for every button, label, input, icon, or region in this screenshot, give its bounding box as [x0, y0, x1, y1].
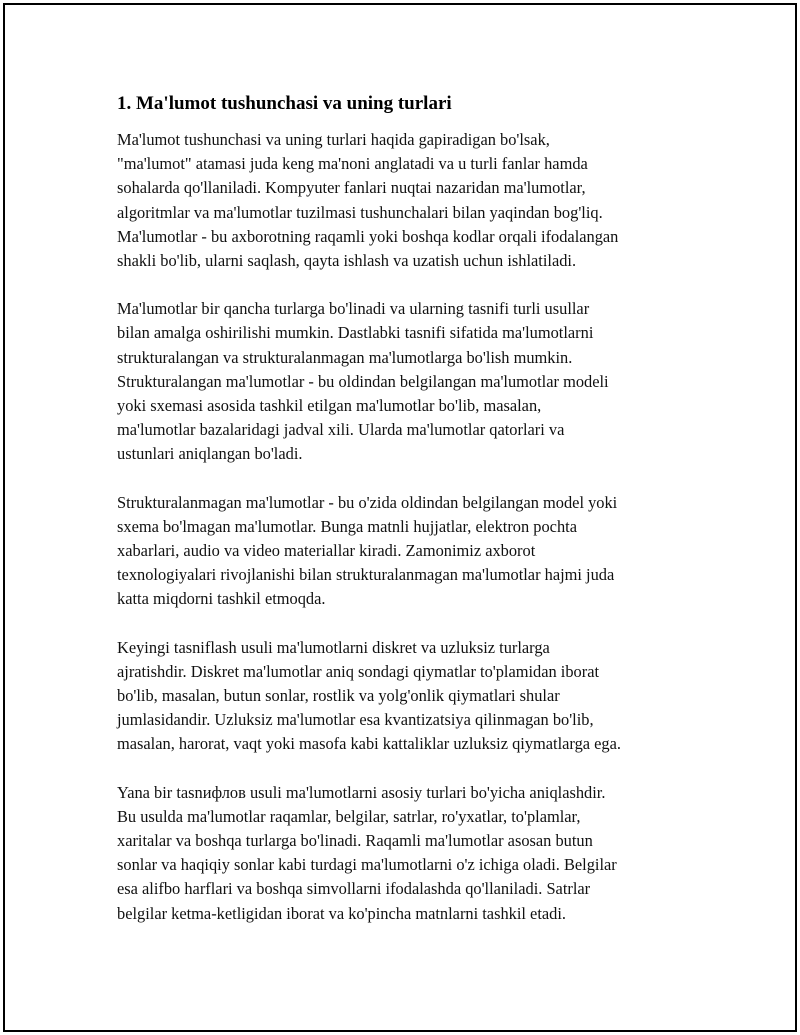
paragraph-4: Keyingi tasniflash usuli ma'lumotlarni diskret va uzluksiz turlarga ajratishdir. Diskret ma'lumotlar aniq sondagi qiymatlar to'plamidan iborat bo'lib, masalan, butun sonlar, rostlik va yolg'onlik qiymatlari shular jumlasidandir. Uzluksiz ma'lumotlar esa kvantizatsiya qilinmagan bo'lib, masalan, harorat, vaqt yoki masofa kabi kattaliklar uzluksiz qiymatlarga ega.	[117, 637, 621, 754]
paragraph-1: Ma'lumot tushunchasi va uning turlari haqida gapiradigan bo'lsak, "ma'lumot" atamasi juda keng ma'noni anglatadi va u turli fanlar hamda sohalarda qo'llaniladi. Kompyuter fanlari nuqtai nazaridan ma'lumotlar, algoritmlar va ma'lumotlar tuzilmasi tushunchalari bilan yaqindan bog'liq. Ma'lumotlar - bu axborotning raqamli yoki boshqa kodlar orqali ifodalangan shakli bo'lib, ularni saqlash, qayta ishlash va uzatish uchun ishlatiladi.	[117, 130, 619, 271]
document-body	[117, 92, 697, 950]
paragraph-3: Strukturalanmagan ma'lumotlar - bu o'zida oldindan belgilangan model yoki sxema bo'lmagan ma'lumotlar. Bunga matnli hujjatlar, elektron pochta xabarlari, audio va video materiallar kiradi. Zamonimiz axborot texnologiyalari rivojlanishi bilan strukturalanmagan ma'lumotlar hajmi juda katta miqdorni tashkil etmoqda.	[117, 492, 618, 609]
paragraph-2: Ma'lumotlar bir qancha turlarga bo'linadi va ularning tasnifi turli usullar bilan amalga oshirilishi mumkin. Dastlabki tasnifi sifatida ma'lumotlarni strukturalangan va strukturalanmagan ma'lumotlarga bo'lish mumkin. Strukturalangan ma'lumotlar - bu oldindan belgilangan ma'lumotlar modeli yoki sxemasi asosida tashkil etilgan ma'lumotlar bo'lib, masalan, ma'lumotlar bazalaridagi jadval xili. Ularda ma'lumotlar qatorlari va ustunlari aniqlangan bo'ladi.	[117, 299, 609, 464]
section-heading: 1. Ma'lumot tushunchasi va uning turlari	[117, 93, 452, 114]
paragraph-5: Yana bir tasnифлов usuli ma'lumotlarni asosiy turlari bo'yicha aniqlashdir. Bu usulda ma'lumotlar raqamlar, belgilar, satrlar, ro'yxatlar, to'plamlar, xaritalar va boshqa turlarga bo'linadi. Raqamli ma'lumotlar asosan butun sonlar va haqiqiy sonlar kabi turdagi ma'lumotlarni o'z ichiga oladi. Belgilar esa alifbo harflari va boshqa simvollarni ifodalashda qo'llaniladi. Satrlar belgilar ketma-ketligidan iborat va ko'pincha matnlarni tashkil etadi.	[117, 782, 617, 923]
